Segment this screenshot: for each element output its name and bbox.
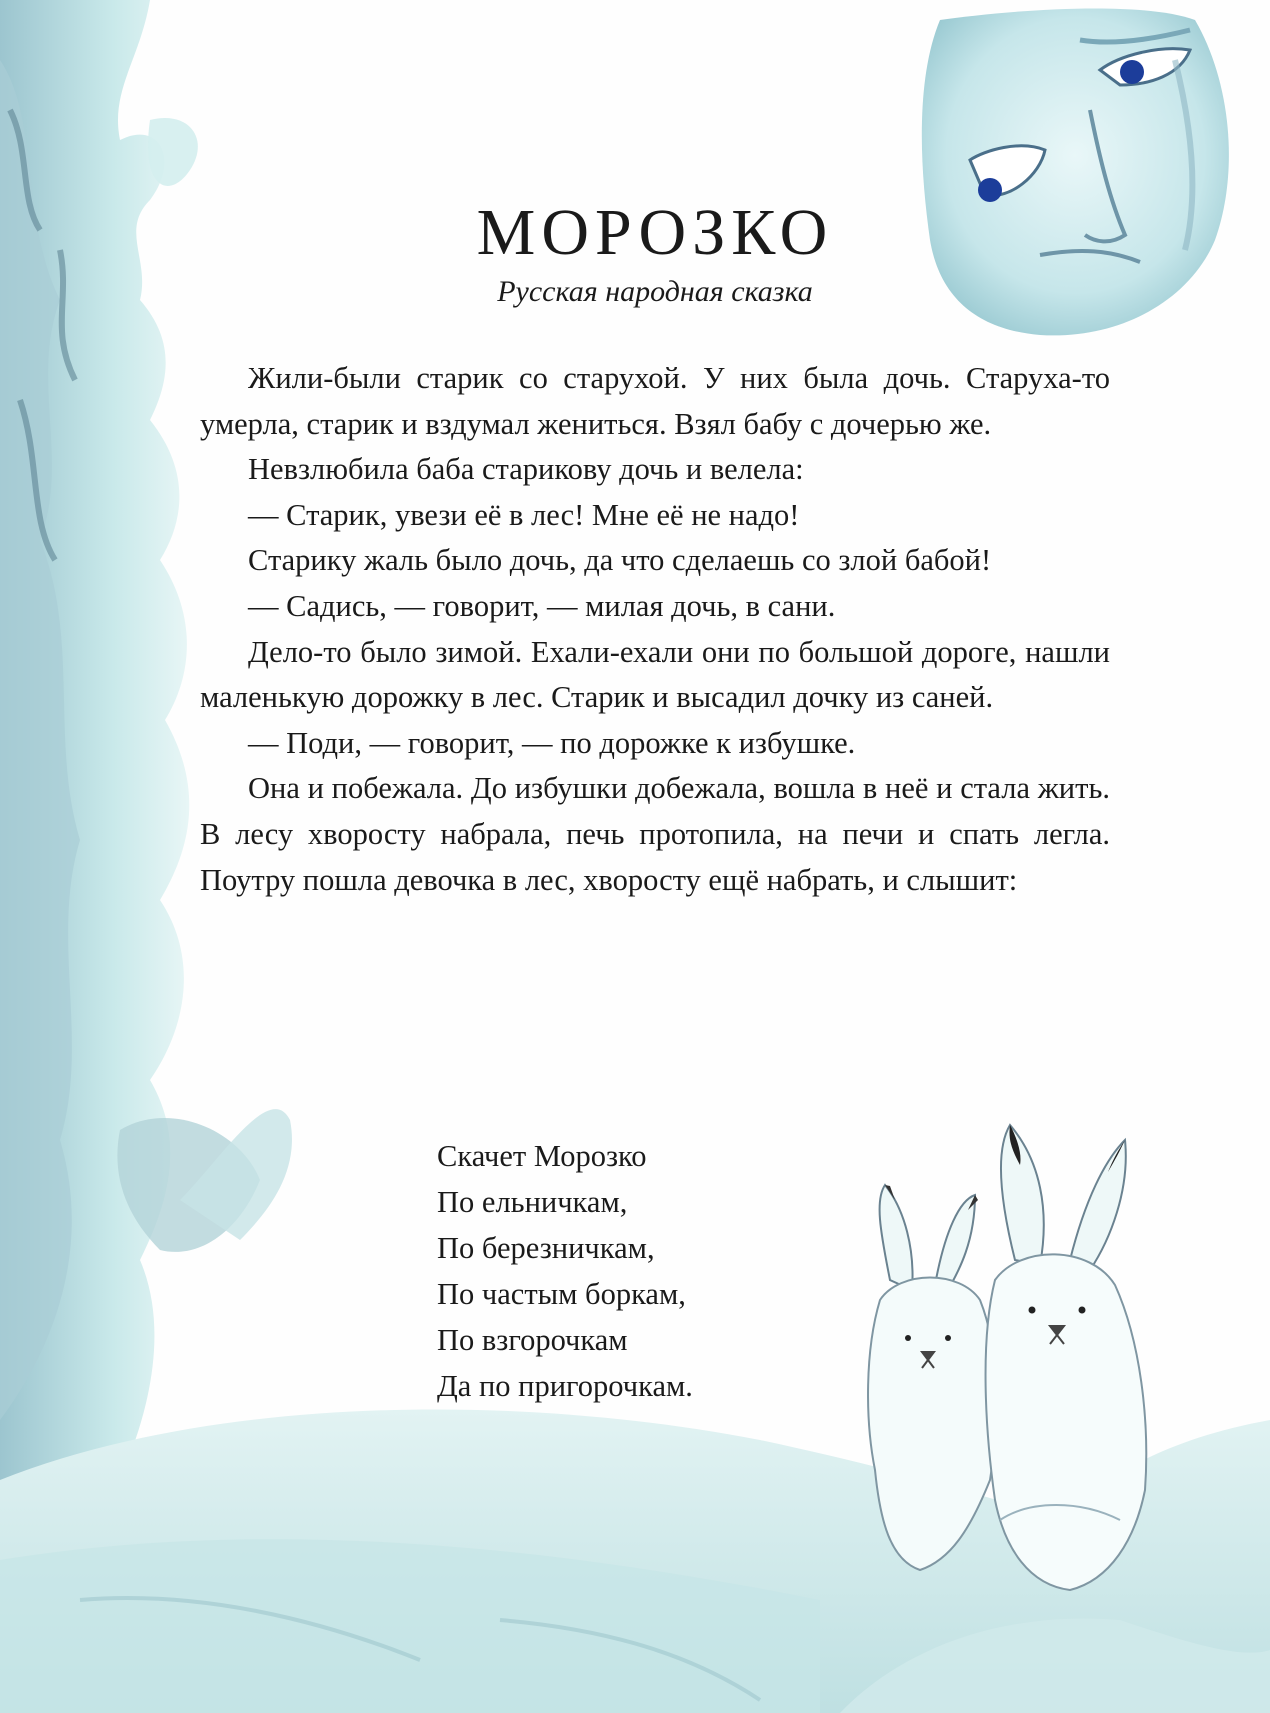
- poem-line: Скачет Морозко: [437, 1139, 647, 1173]
- poem-line: По ельничкам,: [437, 1185, 628, 1219]
- story-text: [200, 356, 1110, 903]
- paragraph: Дело-то было зимой. Ехали-ехали они по большой дороге, нашли маленькую дорожку в лес. Старик и высадил дочку из саней.: [200, 634, 1110, 715]
- paragraph: Старику жаль было дочь, да что сделаешь со злой бабой!: [248, 543, 992, 578]
- paragraph: — Садись, — говорит, — милая дочь, в сани.: [248, 588, 836, 623]
- poem-line: Да по пригорочкам.: [437, 1369, 693, 1403]
- paragraph: — Старик, увези её в лес! Мне её не надо!: [248, 497, 800, 532]
- paragraph: — Поди, — говорит, — по дорожке к избушке.: [248, 725, 856, 760]
- poem: [437, 1133, 693, 1409]
- poem-line: По взгорочкам: [437, 1323, 628, 1357]
- paragraph: Жили-были старик со старухой. У них была дочь. Старуха-то умерла, старик и вздумал жениться. Взял бабу с дочерью же.: [200, 361, 1110, 441]
- poem-line: По частым боркам,: [437, 1277, 686, 1311]
- hares-icon: [868, 1125, 1146, 1590]
- poem-line: По березничкам,: [437, 1231, 655, 1265]
- page-title: МОРОЗКО: [476, 196, 834, 269]
- page-subtitle: Русская народная сказка: [497, 275, 813, 308]
- paragraph: Невзлюбила баба старикову дочь и велела:: [248, 452, 804, 487]
- paragraph: Она и побежала. До избушки добежала, вошла в неё и стала жить. В лесу хворосту набрала, печь протопила, на печи и спать легла. Поутру пошла девочка в лес, хворосту ещё набрать, и слышит:: [200, 771, 1110, 897]
